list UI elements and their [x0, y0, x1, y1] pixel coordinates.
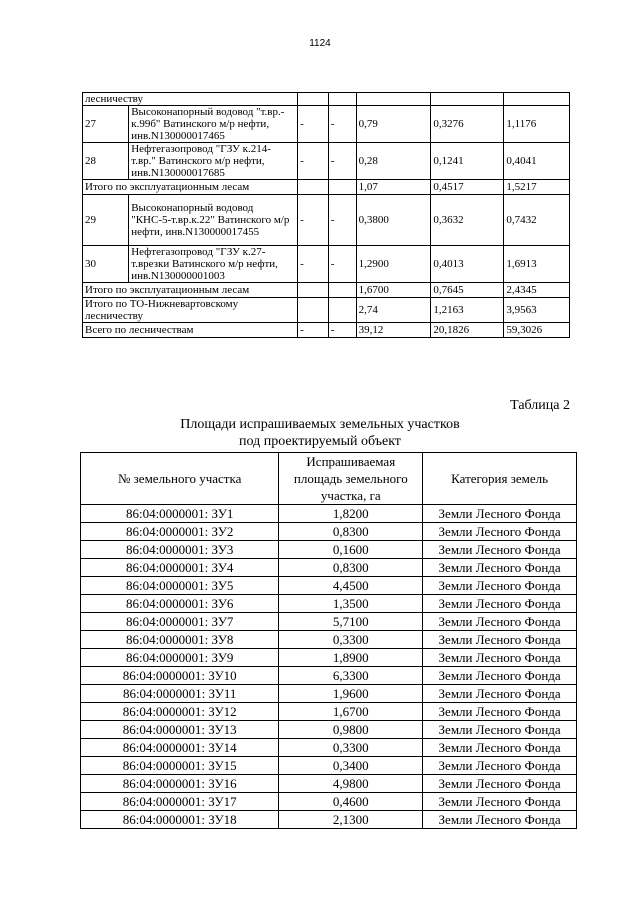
table-row [81, 649, 577, 667]
value-cell-3: 2,4345 [504, 283, 570, 298]
value-cell-3: 0,7432 [504, 195, 570, 246]
object-name-cell: Высоконапорный водовод "КНС-5-т.вр.к.22" Ватинского м/р нефти, инв.N130000017455 [129, 195, 298, 246]
value-cell-2: 0,1241 [431, 143, 504, 180]
object-name-cell: Нефтегазопровод "ГЗУ к.214-т.вр." Ватинского м/р нефти, инв.N130000017685 [129, 143, 298, 180]
table-row [83, 106, 570, 143]
plot-number-cell: 86:04:0000001: ЗУ15 [81, 757, 279, 775]
area-cell: 1,3500 [279, 595, 423, 613]
table-header-row [81, 453, 577, 505]
plot-number-cell: 86:04:0000001: ЗУ11 [81, 685, 279, 703]
category-cell: Земли Лесного Фонда [423, 595, 577, 613]
value-cell-1: 0,79 [356, 106, 431, 143]
dash-cell-b: - [328, 323, 356, 338]
value-cell-2: 20,1826 [431, 323, 504, 338]
area-cell: 0,4600 [279, 793, 423, 811]
category-cell: Земли Лесного Фонда [423, 703, 577, 721]
table-2-title-line2: под проектируемый объект [239, 434, 401, 449]
area-cell: 4,9800 [279, 775, 423, 793]
category-cell: Земли Лесного Фонда [423, 523, 577, 541]
plot-number-cell: 86:04:0000001: ЗУ1 [81, 505, 279, 523]
table-row [81, 613, 577, 631]
plot-number-cell: 86:04:0000001: ЗУ18 [81, 811, 279, 829]
table-row [81, 541, 577, 559]
value-cell-2: 0,3632 [431, 195, 504, 246]
category-cell: Земли Лесного Фонда [423, 685, 577, 703]
value-cell-3: 59,3026 [504, 323, 570, 338]
row-label-cell: Итого по эксплуатационным лесам [83, 283, 298, 298]
area-cell: 1,8200 [279, 505, 423, 523]
category-cell: Земли Лесного Фонда [423, 775, 577, 793]
dash-cell-b: - [328, 246, 356, 283]
value-cell-2: 0,3276 [431, 106, 504, 143]
plot-number-cell: 86:04:0000001: ЗУ12 [81, 703, 279, 721]
area-cell: 0,3300 [279, 631, 423, 649]
empty-cell [328, 93, 356, 106]
dash-cell-b: - [328, 143, 356, 180]
table-row [81, 721, 577, 739]
area-cell: 4,4500 [279, 577, 423, 595]
object-name-cell: Высоконапорный водовод "т.вр.-к.99б" Ватинского м/р нефти, инв.N130000017465 [129, 106, 298, 143]
page-number: 1124 [309, 38, 331, 49]
value-cell-1: 1,2900 [356, 246, 431, 283]
table-row [83, 195, 570, 246]
plot-number-cell: 86:04:0000001: ЗУ5 [81, 577, 279, 595]
area-cell: 0,1600 [279, 541, 423, 559]
value-cell-1: 1,6700 [356, 283, 431, 298]
area-cell: 0,9800 [279, 721, 423, 739]
category-cell: Земли Лесного Фонда [423, 631, 577, 649]
category-cell: Земли Лесного Фонда [423, 559, 577, 577]
category-cell: Земли Лесного Фонда [423, 649, 577, 667]
dash-cell-a: - [298, 195, 329, 246]
dash-cell-b: - [328, 195, 356, 246]
forestry-continuation-table [82, 92, 570, 338]
plot-number-cell: 86:04:0000001: ЗУ2 [81, 523, 279, 541]
value-cell-1: 1,07 [356, 180, 431, 195]
area-cell: 0,8300 [279, 523, 423, 541]
area-cell: 6,3300 [279, 667, 423, 685]
plot-number-cell: 86:04:0000001: ЗУ13 [81, 721, 279, 739]
area-cell: 2,1300 [279, 811, 423, 829]
table-row [81, 505, 577, 523]
row-number-cell: 29 [83, 195, 129, 246]
row-label-cell: лесничеству [83, 93, 298, 106]
table-row [81, 739, 577, 757]
row-number-cell: 27 [83, 106, 129, 143]
value-cell-2: 0,7645 [431, 283, 504, 298]
category-cell: Земли Лесного Фонда [423, 577, 577, 595]
table-row [81, 595, 577, 613]
category-cell: Земли Лесного Фонда [423, 757, 577, 775]
row-number-cell: 30 [83, 246, 129, 283]
land-plots-table [80, 452, 577, 829]
category-cell: Земли Лесного Фонда [423, 505, 577, 523]
row-label-cell: Итого по ТО-Нижневартовскому лесничеству [83, 298, 298, 323]
table-row [81, 685, 577, 703]
plot-number-cell: 86:04:0000001: ЗУ6 [81, 595, 279, 613]
dash-cell-b [328, 283, 356, 298]
dash-cell-a: - [298, 323, 329, 338]
plot-number-cell: 86:04:0000001: ЗУ7 [81, 613, 279, 631]
table-row [83, 323, 570, 338]
table-row [81, 703, 577, 721]
area-cell: 1,8900 [279, 649, 423, 667]
row-number-cell: 28 [83, 143, 129, 180]
category-cell: Земли Лесного Фонда [423, 721, 577, 739]
value-cell-2: 0,4517 [431, 180, 504, 195]
header-category: Категория земель [423, 453, 577, 505]
table-row [81, 757, 577, 775]
area-cell: 1,9600 [279, 685, 423, 703]
category-cell: Земли Лесного Фонда [423, 793, 577, 811]
category-cell: Земли Лесного Фонда [423, 613, 577, 631]
header-area: Испрашиваемая площадь земельного участка, га [279, 453, 423, 505]
table-row [81, 523, 577, 541]
table-row [81, 775, 577, 793]
object-name-cell: Нефтегазопровод "ГЗУ к.27-т.врезки Ватинского м/р нефти, инв.N130000001003 [129, 246, 298, 283]
table-2-caption: Таблица 2 [510, 398, 570, 413]
dash-cell-a: - [298, 246, 329, 283]
dash-cell-a: - [298, 106, 329, 143]
table-2-title-line1: Площади испрашиваемых земельных участков [180, 417, 460, 432]
empty-cell [504, 93, 570, 106]
value-cell-2: 0,4013 [431, 246, 504, 283]
area-cell: 0,8300 [279, 559, 423, 577]
area-cell: 1,6700 [279, 703, 423, 721]
value-cell-1: 39,12 [356, 323, 431, 338]
table-row [81, 559, 577, 577]
plot-number-cell: 86:04:0000001: ЗУ14 [81, 739, 279, 757]
dash-cell-b [328, 298, 356, 323]
value-cell-3: 1,5217 [504, 180, 570, 195]
area-cell: 0,3400 [279, 757, 423, 775]
value-cell-2: 1,2163 [431, 298, 504, 323]
category-cell: Земли Лесного Фонда [423, 811, 577, 829]
plot-number-cell: 86:04:0000001: ЗУ9 [81, 649, 279, 667]
dash-cell-b: - [328, 106, 356, 143]
row-label-cell: Всего по лесничествам [83, 323, 298, 338]
table-row [83, 246, 570, 283]
area-cell: 0,3300 [279, 739, 423, 757]
value-cell-1: 0,28 [356, 143, 431, 180]
plot-number-cell: 86:04:0000001: ЗУ17 [81, 793, 279, 811]
table-row [81, 793, 577, 811]
value-cell-3: 1,6913 [504, 246, 570, 283]
plot-number-cell: 86:04:0000001: ЗУ3 [81, 541, 279, 559]
row-label-cell: Итого по эксплуатационным лесам [83, 180, 298, 195]
value-cell-3: 0,4041 [504, 143, 570, 180]
empty-cell [298, 93, 329, 106]
header-plot-number: № земельного участка [81, 453, 279, 505]
empty-cell [431, 93, 504, 106]
table-row [81, 667, 577, 685]
dash-cell-b [328, 180, 356, 195]
plot-number-cell: 86:04:0000001: ЗУ8 [81, 631, 279, 649]
table-row [83, 93, 570, 106]
empty-cell [356, 93, 431, 106]
dash-cell-a [298, 180, 329, 195]
plot-number-cell: 86:04:0000001: ЗУ4 [81, 559, 279, 577]
table-row [81, 631, 577, 649]
value-cell-3: 1,1176 [504, 106, 570, 143]
table-row [83, 298, 570, 323]
value-cell-1: 0,3800 [356, 195, 431, 246]
dash-cell-a: - [298, 143, 329, 180]
table-2-title [0, 416, 640, 450]
value-cell-3: 3,9563 [504, 298, 570, 323]
dash-cell-a [298, 298, 329, 323]
area-cell: 5,7100 [279, 613, 423, 631]
dash-cell-a [298, 283, 329, 298]
plot-number-cell: 86:04:0000001: ЗУ10 [81, 667, 279, 685]
category-cell: Земли Лесного Фонда [423, 541, 577, 559]
plot-number-cell: 86:04:0000001: ЗУ16 [81, 775, 279, 793]
category-cell: Земли Лесного Фонда [423, 739, 577, 757]
table-row [83, 143, 570, 180]
table-row [81, 577, 577, 595]
table-row [83, 180, 570, 195]
value-cell-1: 2,74 [356, 298, 431, 323]
table-row [81, 811, 577, 829]
table-row [83, 283, 570, 298]
category-cell: Земли Лесного Фонда [423, 667, 577, 685]
